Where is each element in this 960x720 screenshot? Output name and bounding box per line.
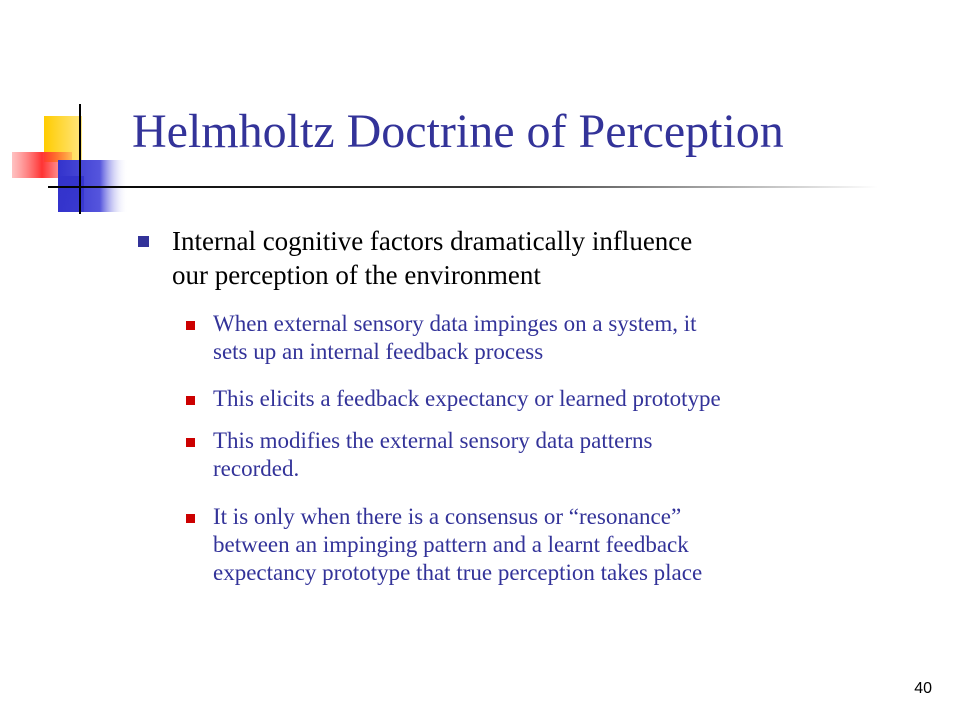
sub-bullet-text-line: sets up an internal feedback process (213, 339, 544, 364)
bullet-marker (138, 236, 149, 247)
bullet-text (172, 224, 892, 292)
slide-title: Helmholtz Doctrine of Perception (132, 105, 784, 158)
bullet-text-line: our perception of the environment (172, 260, 541, 290)
page-number: 40 (914, 680, 932, 697)
sub-bullet-text-line: expectancy prototype that true perception takes place (213, 560, 703, 585)
sub-bullet-marker (186, 321, 195, 330)
sub-bullet-text-line: recorded. (213, 456, 300, 481)
sub-bullet-text-line: This elicits a feedback expectancy or learned prototype (213, 386, 721, 411)
bullet-text-line: Internal cognitive factors dramatically influence (172, 226, 693, 256)
sub-bullet-text (213, 385, 933, 413)
sub-bullet-text (213, 310, 933, 366)
sub-bullet-text-line: between an impinging pattern and a learnt feedback (213, 532, 689, 557)
sub-bullet-text (213, 427, 933, 483)
sub-bullet-text-line: This modifies the external sensory data patterns (213, 428, 653, 453)
sub-bullet-marker (186, 438, 195, 447)
sub-bullet-text (213, 503, 933, 587)
sub-bullet-marker (186, 396, 195, 405)
sub-bullet-marker (186, 514, 195, 523)
sub-bullet-text-line: When external sensory data impinges on a system, it (213, 311, 697, 336)
sub-bullet-text-line: It is only when there is a consensus or “resonance” (213, 504, 682, 529)
title-divider-line (48, 186, 878, 188)
